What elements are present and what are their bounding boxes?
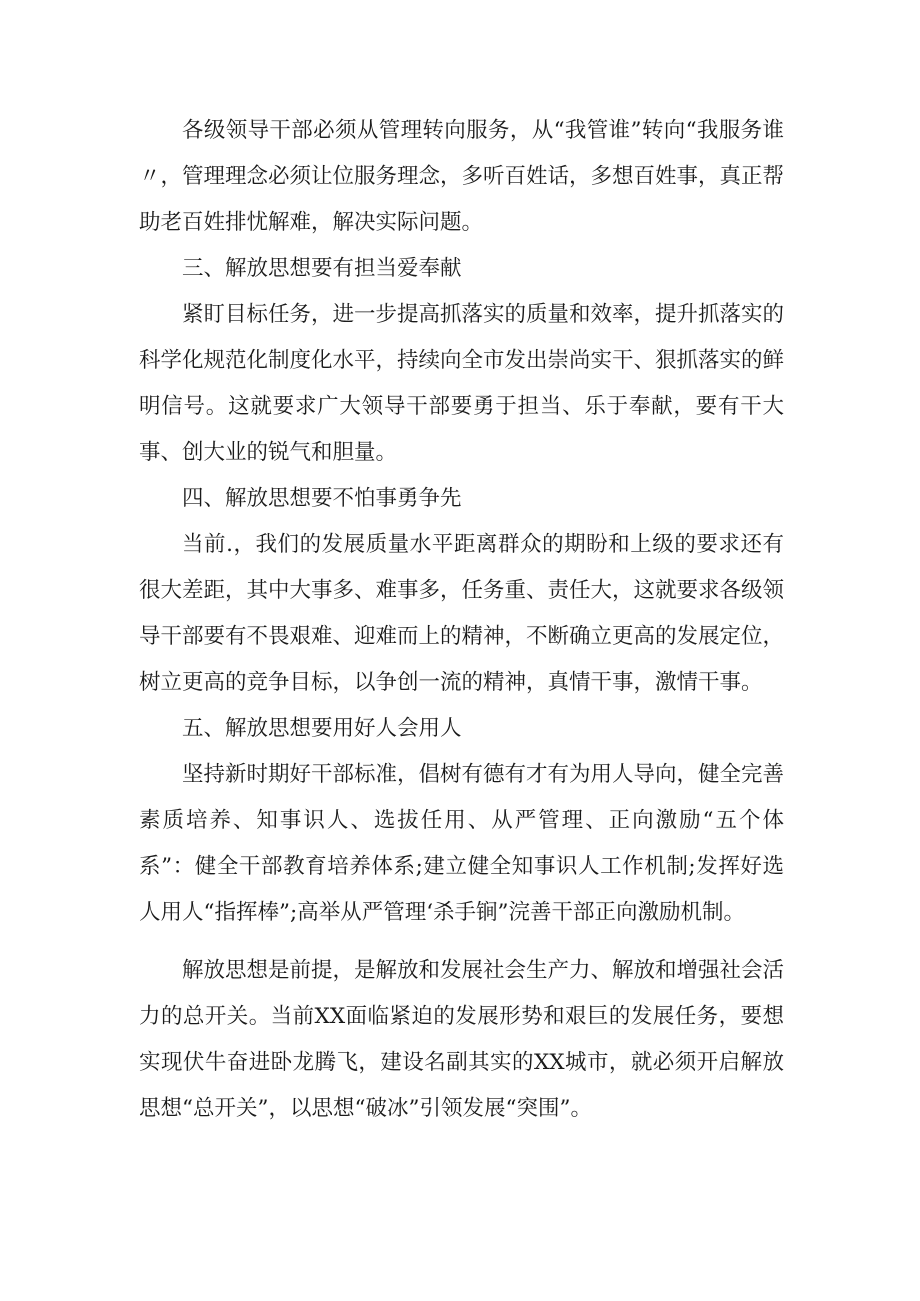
heading-section-four: 四、解放思想要不怕事勇争先 — [182, 486, 462, 511]
heading-section-three: 三、解放思想要有担当爱奉献 — [182, 256, 462, 281]
paragraph-section-four: 当前.，我们的发展质量水平距离群众的期盼和上级的要求还有很大差距，其中大事多、难事多，任务重、责任大，这就要求各级领导干部要有不畏艰难、迎难而上的精神，不断确立更高的发展定位，树立更高的竞争目标，以争创一流的精神，真情干事，激情干事。 — [139, 532, 785, 695]
paragraph-service-concept: 各级领导干部必须从管理转向服务，从“我管谁”转向“我服务谁〃，管理理念必须让位服务理念，多听百姓话，多想百姓事，真正帮助老百姓排忧解难，解决实际问题。 — [139, 118, 785, 235]
paragraph-conclusion: 解放思想是前提，是解放和发展社会生产力、解放和增强社会活力的总开关。当前XX面临紧迫的发展形势和艰巨的发展任务，要想实现伏牛奋进卧龙腾飞，建设名副其实的XX城市，就必须开启解放思想“总开关”，以思想“破冰”引领发展“突围”。 — [139, 958, 785, 1121]
paragraph-gap — [139, 936, 784, 948]
paragraph-section-five: 坚持新时期好干部标准，倡树有德有才有为用人导向，健全完善素质培养、知事识人、选拔任用、从严管理、正向激励“五个体系”：健全干部教育培养体系;建立健全知事识人工作机制;发挥好选人用人“指挥棒”;高举从严管理‘杀手锏”浣善干部正向激励机制。 — [139, 762, 785, 925]
paragraph-section-three: 紧盯目标任务，进一步提高抓落实的质量和效率，提升抓落实的科学化规范化制度化水平，持续向全市发出崇尚实干、狠抓落实的鲜明信号。这就要求广大领导干部要勇于担当、乐于奉献，要有干大事、创大业的锐气和胆量。 — [139, 302, 785, 465]
document-page — [139, 108, 784, 1132]
heading-section-five: 五、解放思想要用好人会用人 — [182, 716, 462, 741]
